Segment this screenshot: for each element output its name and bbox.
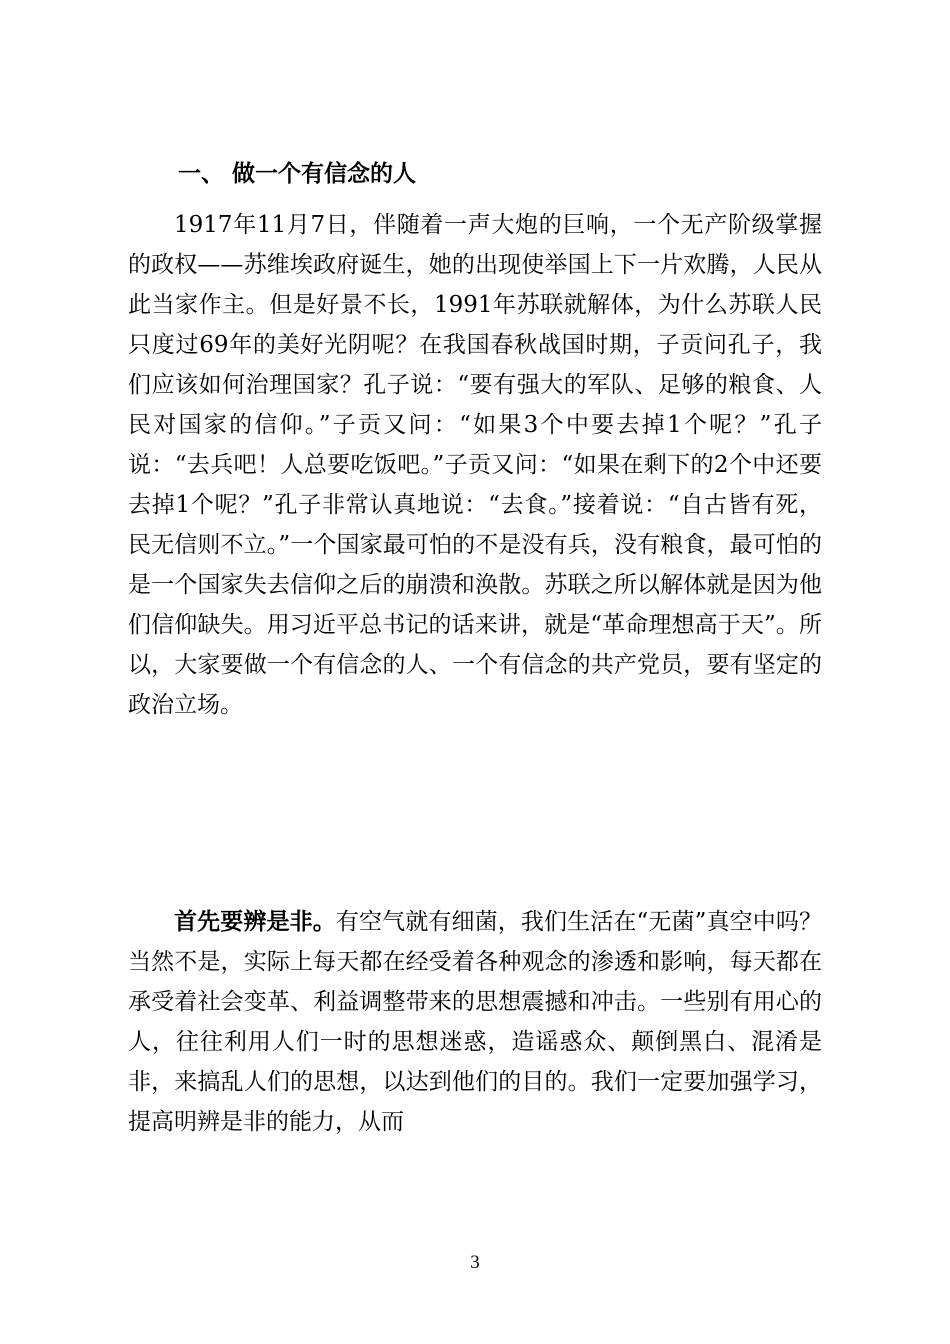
paragraph-text: 1917年11月7日，伴随着一声大炮的巨响，一个无产阶级掌握的政权——苏维埃政府诞生，她的出现使举国上下一片欢腾，人民从此当家作主。但是好景不长，1991年苏联就解体，为什么苏联人民只度过69年的美好光阴呢？在我国春秋战国时期，子贡问孔子，我们应该如何治理国家？孔子说：“要有强大的军队、足够的粮食、人民对国家的信仰。”子贡又问：“如果3个中要去掉1个呢？”孔子说：“去兵吧！人总要吃饭吧。”子贡又问：“如果在剩下的2个中还要去掉1个呢？”孔子非常认真地说：“去食。”接着说：“自古皆有死，民无信则不立。”一个国家最可怕的不是没有兵，没有粮食，最可怕的是一个国家失去信仰之后的崩溃和涣散。苏联之所以解体就是因为他们信仰缺失。用习近平总书记的话来讲，就是“革命理想高于天”。所以，大家要做一个有信念的人、一个有信念的共产党员，要有坚定的政治立场。	[128, 212, 822, 718]
paragraph-text: 有空气就有细菌，我们生活在“无菌”真空中吗？当然不是，实际上每天都在经受着各种观念的渗透和影响，每天都在承受着社会变革、利益调整带来的思想震撼和冲击。一些别有用心的人，往往利用人们一时的思想迷惑，造谣惑众、颠倒黑白、混淆是非，来搞乱人们的思想，以达到他们的目的。我们一定要加强学习，提高明辨是非的能力，从而	[128, 909, 822, 1135]
section-heading: 一、 做一个有信念的人	[178, 161, 417, 187]
page-number: 3	[470, 1252, 480, 1273]
paragraph-lead-sentence: 首先要辨是非。	[174, 908, 336, 935]
body-paragraph	[128, 902, 822, 1142]
body-paragraph	[128, 205, 822, 725]
